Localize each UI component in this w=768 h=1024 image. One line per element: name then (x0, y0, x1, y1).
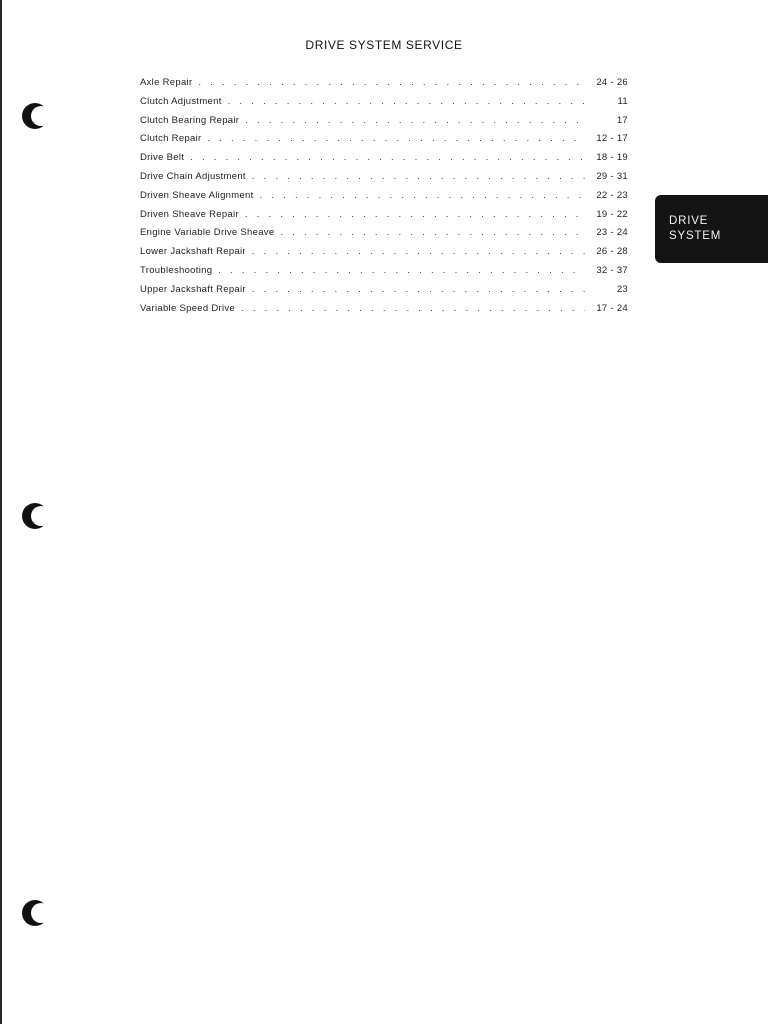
index-entry-pages: 32 - 37 (596, 264, 628, 276)
index-entry-pages: 24 - 26 (596, 77, 628, 88)
index-entry (140, 265, 628, 284)
index-entry-label: Clutch Adjustment (140, 95, 222, 107)
dot-leader (187, 152, 585, 163)
index-entry (140, 303, 628, 322)
dot-leader (249, 284, 585, 295)
index-entry (140, 96, 628, 115)
dot-leader (225, 96, 585, 107)
binder-hole (22, 900, 48, 926)
index-entry-pages: 17 (616, 114, 628, 126)
section-tab-line-2: SYSTEM (669, 230, 722, 242)
index-entry (140, 133, 628, 152)
index-entry-pages: 17 - 24 (596, 302, 628, 314)
index-entry-label: Driven Sheave Alignment (140, 189, 254, 201)
index-entry (140, 152, 628, 171)
index-entry-pages: 26 - 28 (596, 246, 628, 258)
binder-hole (22, 103, 48, 129)
index-entry (140, 115, 628, 134)
index-entry-pages: 29 - 31 (596, 170, 628, 182)
dot-leader (242, 115, 585, 126)
index-entry-label: Clutch Repair (140, 133, 202, 145)
page-left-edge (0, 0, 2, 1024)
index-entry-pages: 19 - 22 (596, 208, 628, 220)
index-entry-pages: 22 - 23 (596, 189, 628, 201)
dot-leader (257, 190, 585, 201)
index-entry (140, 190, 628, 209)
index-entry-label: Troubleshooting (140, 264, 213, 276)
index-entry (140, 284, 628, 303)
index-entry-label: Lower Jackshaft Repair (140, 246, 246, 258)
dot-leader (238, 303, 585, 314)
section-tab (655, 195, 768, 263)
dot-leader (204, 133, 585, 144)
section-tab-line-1: DRIVE (669, 215, 709, 227)
index-entry (140, 77, 628, 96)
dot-leader (195, 77, 585, 88)
index-entry (140, 171, 628, 190)
page-title: DRIVE SYSTEM SERVICE (305, 38, 463, 52)
dot-leader (277, 227, 585, 238)
index-entry-label: Variable Speed Drive (140, 302, 236, 314)
index-list (140, 77, 628, 321)
dot-leader (249, 171, 585, 182)
index-entry-pages: 11 (617, 95, 628, 107)
index-entry-label: Upper Jackshaft Repair (140, 283, 246, 295)
index-entry-pages: 23 (616, 283, 628, 295)
index-entry-label: Engine Variable Drive Sheave (140, 227, 275, 239)
index-entry-pages: 18 - 19 (596, 152, 628, 164)
index-entry-label: Driven Sheave Repair (140, 208, 239, 220)
dot-leader (249, 246, 585, 257)
dot-leader (242, 209, 585, 220)
dot-leader (215, 265, 585, 276)
index-entry-pages: 12 - 17 (596, 133, 628, 145)
index-entry-label: Clutch Bearing Repair (140, 114, 240, 126)
index-entry-label: Axle Repair (140, 77, 193, 88)
index-entry (140, 227, 628, 246)
binder-hole (22, 503, 48, 529)
index-entry-pages: 23 - 24 (596, 227, 628, 239)
index-entry-label: Drive Belt (140, 152, 185, 164)
index-entry (140, 209, 628, 228)
index-entry-label: Drive Chain Adjustment (140, 170, 246, 182)
index-entry (140, 246, 628, 265)
